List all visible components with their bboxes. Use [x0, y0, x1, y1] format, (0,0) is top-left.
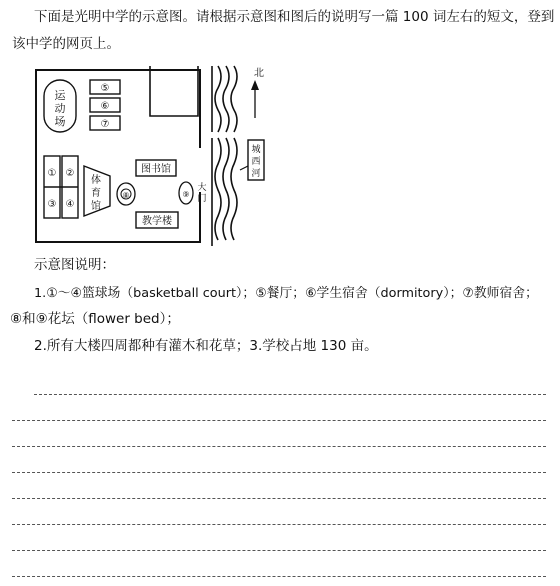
flower-bed-9-label: ⑨ [182, 190, 190, 199]
flower-bed-8-label: ⑧ [122, 191, 130, 200]
river-char-3: 河 [251, 169, 261, 179]
playground-char-1: 运 [54, 89, 66, 102]
gym-char-2: 育 [91, 188, 101, 199]
answer-line-6 [12, 524, 546, 525]
answer-line-2 [12, 420, 546, 421]
building-7-label: ⑦ [100, 119, 110, 130]
gate-char-1: 大 [197, 183, 207, 193]
answer-line-5 [12, 498, 546, 499]
north-label: 北 [254, 68, 264, 79]
court-4-label: ④ [65, 199, 75, 210]
playground-char-3: 场 [54, 115, 66, 128]
playground-char-2: 动 [54, 102, 66, 115]
intro-line-1: 下面是光明中学的示意图。请根据示意图和图后的说明写一篇 100 词左右的短文，登到 [34, 9, 555, 25]
school-map [0, 0, 560, 260]
river-char-2: 西 [251, 157, 261, 167]
legend-line-1: 1.①～④篮球场（basketball court）；⑤餐厅；⑥学生宿舍（dormitory）；⑦教师宿舍； [34, 286, 538, 301]
building-6-label: ⑥ [100, 101, 110, 112]
gym-char-1: 体 [91, 175, 101, 186]
river-lines [212, 66, 237, 246]
building-5-label: ⑤ [100, 83, 110, 94]
library-label: 图书馆 [141, 164, 171, 175]
court-3-label: ③ [47, 199, 57, 210]
teaching-building-label: 教学楼 [142, 216, 172, 227]
north-arrow [251, 80, 259, 118]
answer-line-8 [12, 576, 546, 577]
legend-line-3: 2.所有大楼四周都种有灌木和花草；3.学校占地 130 亩。 [34, 338, 378, 354]
answer-line-7 [12, 550, 546, 551]
river-char-1: 城 [251, 145, 261, 155]
legend-title: 示意图说明： [34, 257, 115, 273]
court-1-label: ① [47, 168, 57, 179]
legend-line-2: ⑧和⑨花坛（flower bed）； [10, 311, 180, 327]
answer-line-3 [12, 446, 546, 447]
gate-char-2: 门 [197, 194, 207, 204]
court-2-label: ② [65, 168, 75, 179]
intro-line-2: 该中学的网页上。 [12, 36, 120, 52]
answer-line-1 [34, 394, 546, 395]
answer-line-4 [12, 472, 546, 473]
gym-char-3: 馆 [91, 201, 101, 212]
